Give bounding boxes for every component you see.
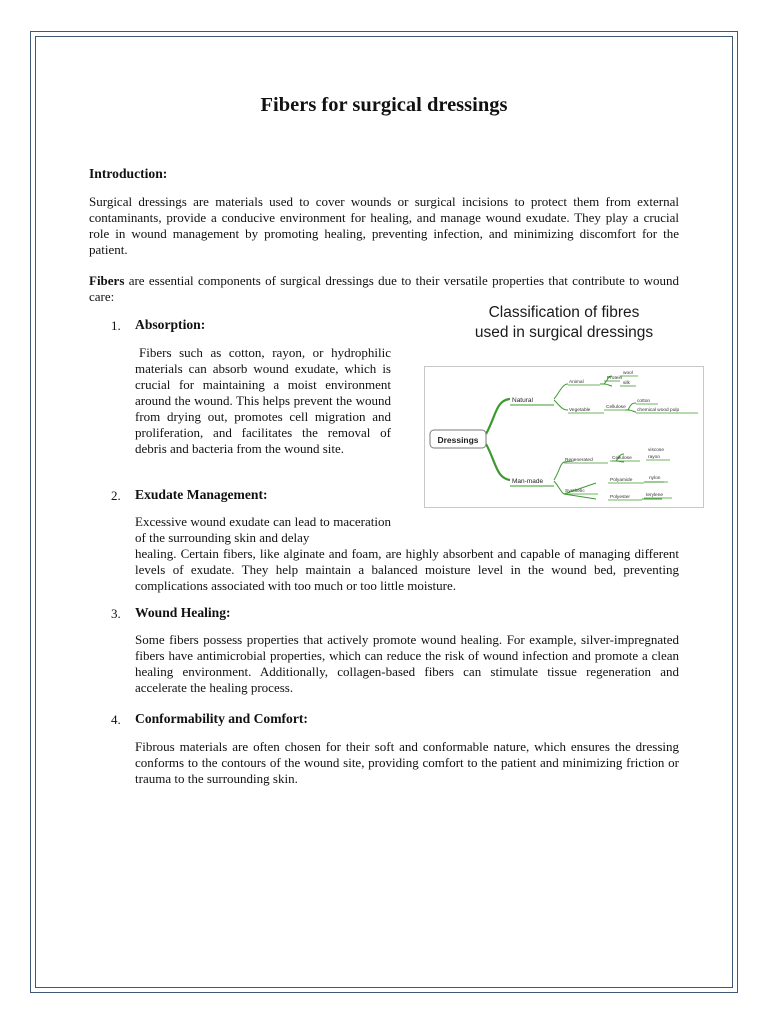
absorption-paragraph: Fibers such as cotton, rayon, or hydrophilic materials can absorb wound exudate, which is crucial for maintaining a moist environment around the wound. This helps prevent the wound from drying out, promotes cell migration and proliferation, and facilitates the removal of debris and bacteria from the wound site. [135,345,391,456]
root-node-label: Dressings [437,435,479,445]
chemical-wood-pulp-label: chemical wood pulp [637,408,680,413]
item-number: 2. [111,488,121,503]
item-heading-conformability: Conformability and Comfort: [135,711,308,726]
figure-title [426,303,702,343]
wound-healing-paragraph: Some fibers possess properties that actively promote wound healing. For example, silver-impregnated fibers have antimicrobial properties, which can reduce the risk of wound infection and promote a clean healing environment. Additionally, collagen-based fibers can stimulate tissue regeneration and accelerate the healing process. [135,632,679,695]
protein-label: Protein [607,376,623,381]
viscose-label: viscose [648,448,664,453]
regenerated-label: Regenerated [565,458,593,463]
fibre-classification-diagram [424,366,704,508]
cellulose-label: Cellulose [606,405,626,410]
synthetic-label: Synthetic [565,489,585,494]
polyester-label: Polyester [610,495,630,500]
cotton-label: cotton [637,399,651,404]
exudate-paragraph-part1: Excessive wound exudate can lead to maceration of the surrounding skin and delay [135,514,391,545]
vegetable-label: Vegetable [569,408,591,413]
silk-label: silk [623,381,630,386]
item-heading-absorption: Absorption: [135,317,206,332]
item-number: 3. [111,606,121,621]
figure-title-line2: used in surgical dressings [474,324,654,341]
wool-label: wool [623,371,633,376]
item-number: 1. [111,318,121,333]
item-heading-wound-healing: Wound Healing: [135,605,231,620]
animal-label: Animal [569,380,584,385]
polyamide-label: Polyamide [610,478,633,483]
fibers-text: are essential components of surgical dressings due to their versatile properties that contribute to wound care: [89,273,679,304]
cellulose-regenerated-label: Cellulose [612,456,632,461]
item-heading-exudate: Exudate Management: [135,487,268,502]
introduction-paragraph: Surgical dressings are materials used to cover wounds or surgical incisions to protect them from external contaminants, provide a conducive environment for healing, and manage wound exudate. They play a crucial role in wound management by promoting healing, preventing infection, and minimizing discomfort for the patient. [89,194,679,257]
document-title: Fibers for surgical dressings [260,94,508,116]
rayon-label: rayon [648,455,660,460]
terylene-label: terylene [646,493,664,498]
conformability-paragraph: Fibrous materials are often chosen for their soft and conformable nature, which ensures the dressing conforms to the contours of the wound site, providing comfort to the patient and minimizing friction or trauma to the surrounding skin. [135,739,679,786]
man-made-label: Man-made [512,478,544,485]
nylon-label: nylon [649,476,661,481]
fibers-paragraph [89,273,679,305]
fibers-lead: Fibers [89,273,125,288]
introduction-heading: Introduction: [89,166,168,181]
item-number: 4. [111,712,121,727]
figure-title-line1: Classification of fibres [488,304,640,321]
exudate-paragraph-part2: healing. Certain fibers, like alginate and foam, are highly absorbent and capable of managing different levels of exudate. They help maintain a balanced moisture level in the wound bed, preventing complications associated with too much or too little moisture. [135,546,679,593]
natural-label: Natural [512,397,533,404]
